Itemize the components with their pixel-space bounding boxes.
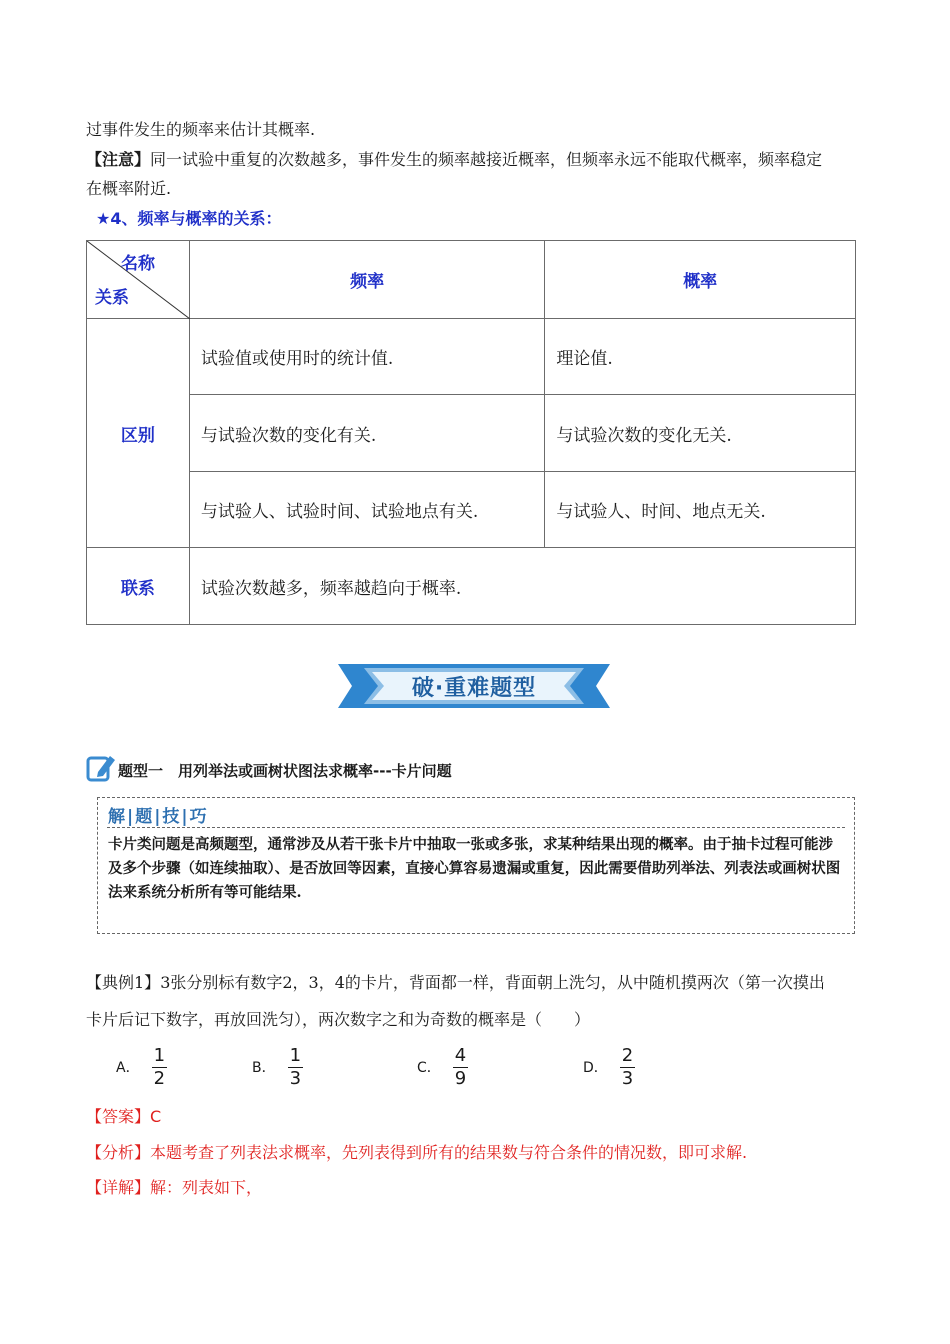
- option-b: [252, 1045, 303, 1089]
- option-label: C．: [417, 1060, 441, 1076]
- example-line-1: [86, 968, 866, 998]
- relation-table: [86, 240, 856, 625]
- fraction: [620, 1046, 635, 1089]
- corner-top-label: 名称: [121, 254, 155, 274]
- example-text-1: 3张分别标有数字2，3，4的卡片，背面都一样，背面朝上洗匀，从中随机摸两次（第一次摸出: [160, 973, 825, 992]
- denominator: 3: [621, 1067, 634, 1089]
- fraction: [453, 1046, 468, 1089]
- example-text-2: 卡片后记下数字，再放回洗匀），两次数字之和为奇数的概率是（ ）: [86, 1010, 591, 1029]
- option-label: A．: [116, 1060, 140, 1076]
- edit-pencil-icon: [86, 752, 116, 782]
- denominator: 9: [454, 1067, 467, 1089]
- option-a: [116, 1045, 167, 1089]
- denominator: 2: [153, 1067, 166, 1089]
- table-row: [87, 319, 856, 395]
- tips-divider: [107, 827, 845, 828]
- table-row: [87, 548, 856, 625]
- tips-text: 卡片类问题是高频题型，通常涉及从若干张卡片中抽取一张或多张，求某种结果出现的概率。由于抽卡过程可能涉及多个步骤（如连续抽取）、是否放回等因素，直接心算容易遗漏或重复，因此需要借助列举法、列表法或画树状图法来系统分析所有等可能结果.: [108, 836, 841, 901]
- note-text: 同一试验中重复的次数越多，事件发生的频率越接近概率，但频率永远不能取代概率，频率稳定: [150, 150, 823, 169]
- answer-value: C: [150, 1107, 162, 1126]
- numerator: 1: [153, 1044, 166, 1066]
- numerator: 2: [621, 1044, 634, 1066]
- tips-title: 解|题|技|巧: [108, 807, 209, 827]
- detail-tag: 【详解】: [86, 1178, 151, 1197]
- diff-freq-cell: 与试验人、试验时间、试验地点有关.: [189, 472, 545, 548]
- diff-freq-cell: 试验值或使用时的统计值.: [189, 319, 545, 395]
- answer-tag: 【答案】: [86, 1107, 151, 1126]
- header-probability: 概率: [545, 241, 856, 319]
- example-tag: 【典例1】: [86, 973, 161, 992]
- detail-text: 解：列表如下，: [150, 1178, 263, 1197]
- diff-label: 区别: [87, 319, 190, 548]
- question-type-title: 题型一 用列举法或画树状图法求概率---卡片问题: [118, 762, 452, 780]
- note-text-cont: 在概率附近.: [86, 179, 172, 198]
- numerator: 1: [289, 1044, 302, 1066]
- diff-prob-cell: 与试验人、时间、地点无关.: [545, 472, 856, 548]
- analysis-text: 本题考查了列表法求概率，先列表得到所有的结果数与符合条件的情况数，即可求解.: [150, 1143, 748, 1162]
- option-c: [417, 1045, 468, 1089]
- header-frequency: 频率: [189, 241, 545, 319]
- option-label: D．: [583, 1060, 608, 1076]
- fraction: [288, 1046, 303, 1089]
- link-text-cell: 试验次数越多，频率越趋向于概率.: [189, 548, 855, 625]
- corner-cell: [87, 241, 190, 319]
- numerator: 4: [454, 1044, 467, 1066]
- table-row: [87, 395, 856, 472]
- answer-line: [86, 1103, 866, 1131]
- analysis-tag: 【分析】: [86, 1143, 151, 1162]
- option-label: B．: [252, 1060, 276, 1076]
- fraction: [152, 1046, 167, 1089]
- section-banner: [338, 660, 610, 712]
- banner-title: 破·重难题型: [411, 675, 537, 701]
- section-heading: ★4、频率与概率的关系：: [96, 209, 282, 228]
- note-paragraph: [86, 146, 866, 174]
- corner-bottom-label: 关系: [95, 288, 129, 308]
- diff-freq-cell: 与试验次数的变化有关.: [189, 395, 545, 472]
- tips-box: [97, 797, 855, 934]
- link-label: 联系: [87, 548, 190, 625]
- diff-prob-cell: 理论值.: [545, 319, 856, 395]
- diff-prob-cell: 与试验次数的变化无关.: [545, 395, 856, 472]
- option-d: [583, 1045, 635, 1089]
- denominator: 3: [289, 1067, 302, 1089]
- analysis-line: [86, 1139, 866, 1167]
- detail-line: [86, 1174, 866, 1202]
- table-row: [87, 472, 856, 548]
- note-tag: 【注意】: [86, 150, 151, 169]
- intro-line: 过事件发生的频率来估计其概率.: [86, 120, 316, 139]
- table-header-row: [87, 241, 856, 319]
